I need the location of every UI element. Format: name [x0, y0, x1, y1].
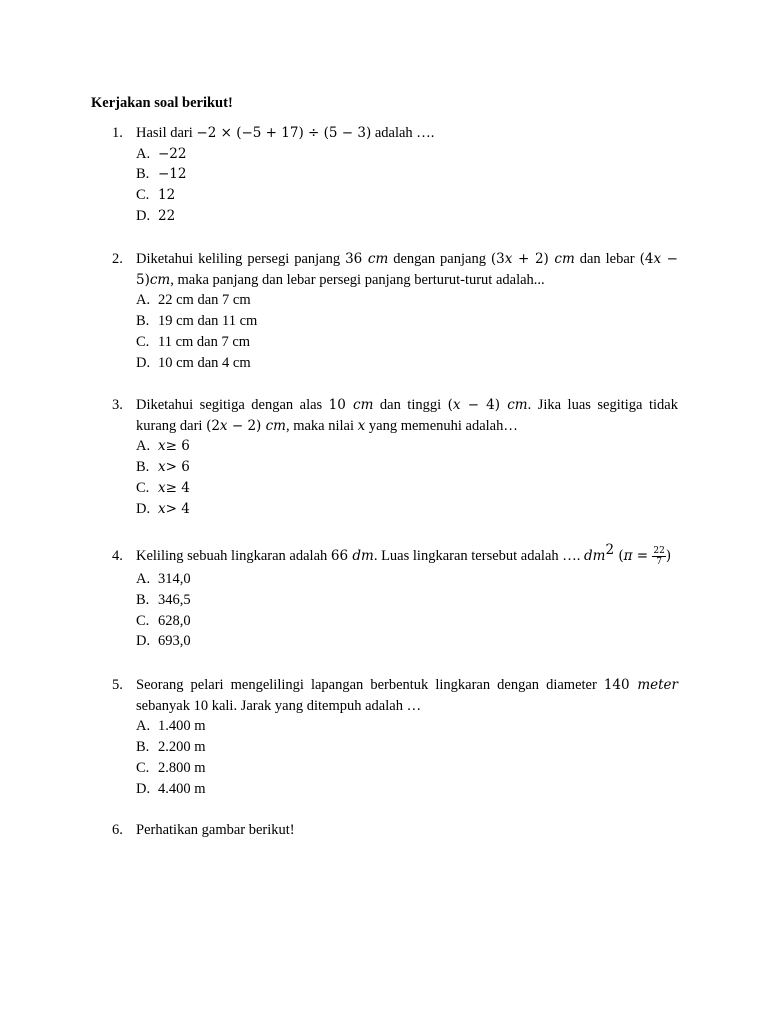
- question-text: Seorang pelari mengelilingi lapangan berbentuk lingkaran dengan diameter 140 meter sebanyak 10 kali. Jarak yang ditempuh adalah …: [136, 677, 678, 714]
- option-c: C. 12: [136, 187, 176, 204]
- option-b: B. 346,5: [136, 591, 191, 608]
- options-list: [136, 436, 678, 519]
- option-a: A. x ≥ 6: [136, 438, 190, 455]
- question-number: 5.: [112, 677, 123, 693]
- question-2: [112, 249, 678, 373]
- option-a: A. 1.400 m: [136, 718, 206, 735]
- option-b: B. −12: [136, 166, 187, 183]
- option-b: B. 19 cm dan 11 cm: [136, 313, 258, 330]
- question-number: 1.: [112, 125, 123, 141]
- option-c: C. x ≥ 4: [136, 479, 190, 496]
- question-text: Diketahui segitiga dengan alas 10 cm dan tinggi (x − 4) cm. Jika luas segitiga tidak kurang dari (2x − 2) cm, maka nilai x yang memenuhi adalah…: [136, 397, 678, 434]
- options-list: [136, 290, 678, 373]
- question-text: Hasil dari −2 × (−5 + 17) ÷ (5 − 3) adalah ….: [136, 125, 435, 141]
- option-b: B. 2.200 m: [136, 739, 206, 756]
- question-1: [112, 123, 678, 227]
- question-4: [112, 542, 678, 652]
- question-text: Keliling sebuah lingkaran adalah 66 dm. Luas lingkaran tersebut adalah …. $dm^2$ (π = $\frac{22}{7}$ ): [136, 542, 672, 568]
- option-c: C. 11 cm dan 7 cm: [136, 333, 251, 350]
- worksheet-heading: Kerjakan soal berikut!: [91, 95, 233, 111]
- option-d: D. 22: [136, 207, 176, 224]
- option-a: A. 314,0: [136, 571, 191, 588]
- question-5: [112, 675, 678, 799]
- option-d: D. 693,0: [136, 633, 191, 650]
- question-6: [112, 820, 678, 841]
- options-list: [136, 569, 678, 652]
- question-number: 4.: [112, 548, 123, 564]
- question-number: 2.: [112, 251, 123, 267]
- options-list: [136, 716, 678, 799]
- option-c: C. 2.800 m: [136, 759, 206, 776]
- option-b: B. x > 6: [136, 459, 190, 476]
- option-a: A. 22 cm dan 7 cm: [136, 292, 251, 309]
- options-list: [136, 144, 678, 227]
- option-a: A. −22: [136, 145, 187, 162]
- option-c: C. 628,0: [136, 612, 191, 629]
- question-number: 6.: [112, 822, 123, 838]
- question-text: Diketahui keliling persegi panjang 36 cm dengan panjang (3x + 2) cm dan lebar (4x − 5)cm, maka panjang dan lebar persegi panjang berturut-turut adalah...: [136, 251, 678, 288]
- option-d: D. x > 4: [136, 500, 190, 517]
- question-text: Perhatikan gambar berikut!: [136, 822, 295, 838]
- option-d: D. 10 cm dan 4 cm: [136, 354, 251, 371]
- option-d: D. 4.400 m: [136, 780, 206, 797]
- pi-fraction: $\frac{22}{7}$: [653, 546, 665, 568]
- question-3: [112, 395, 678, 519]
- question-number: 3.: [112, 397, 123, 413]
